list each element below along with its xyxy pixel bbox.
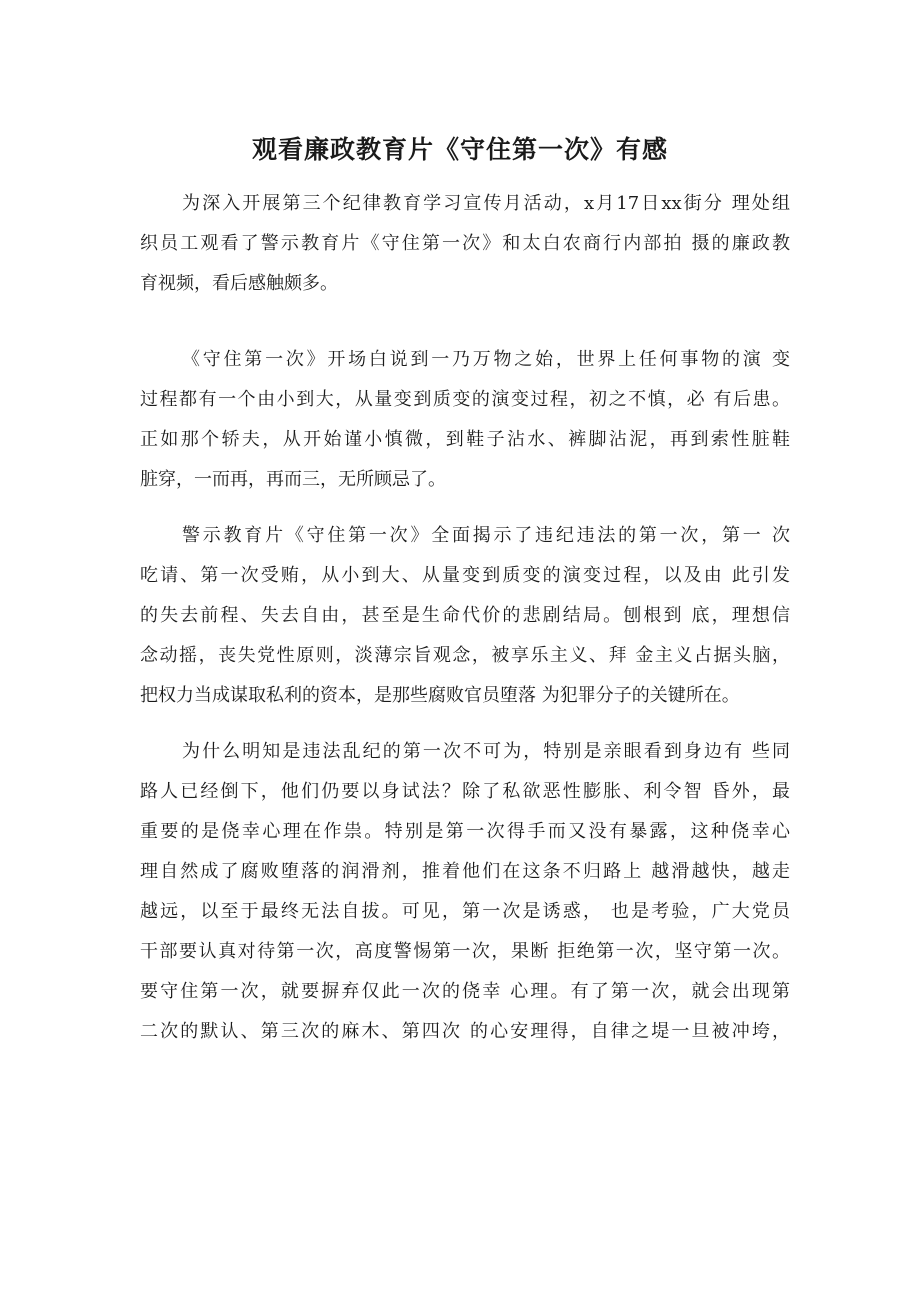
paragraph-spacer (140, 500, 790, 516)
document-title: 观看廉政教育片《守住第一次》有感 (251, 135, 668, 164)
paragraph-line: 把权力当成谋取私利的资本，是那些腐败官员堕落 为犯罪分子的关键所在。 (140, 685, 740, 706)
paragraph-line: 越远，以至于最终无法自拔。可见，第一次是诱惑， 也是考验，广大党员 (140, 901, 790, 922)
paragraph-line: 织员工观看了警示教育片《守住第一次》和太白农商行内部拍 摄的廉政教 (140, 233, 790, 254)
paragraph-line: 为什么明知是违法乱纪的第一次不可为，特别是亲眼看到身边有 些同 (182, 741, 790, 762)
paragraph-line: 二次的默认、第三次的麻木、第四次 的心安理得，自律之堤一旦被冲垮， (140, 1021, 790, 1042)
paragraph-line: 过程都有一个由小到大，从量变到质变的演变过程，初之不慎，必 有后患。 (140, 389, 790, 410)
paragraph-intro (140, 184, 790, 304)
paragraph-warning (140, 516, 790, 716)
paragraph-line: 干部要认真对待第一次，高度警惕第一次，果断 拒绝第一次，坚守第一次。 (140, 941, 790, 962)
paragraph-line: 吃请、第一次受贿，从小到大、从量变到质变的演变过程，以及由 此引发 (140, 565, 790, 586)
paragraph-line: 育视频，看后感触颇多。 (140, 273, 338, 294)
paragraph-reflection (140, 732, 790, 1052)
paragraph-line: 正如那个轿夫，从开始谨小慎微，到鞋子沾水、裤脚沾泥，再到索性脏鞋 (140, 429, 790, 450)
paragraph-spacer (140, 716, 790, 732)
paragraph-line: 念动摇，丧失党性原则，淡薄宗旨观念，被享乐主义、拜 金主义占据头脑， (140, 645, 790, 666)
paragraph-line: 理自然成了腐败堕落的润滑剂，推着他们在这条不归路上 越滑越快，越走 (140, 861, 790, 882)
paragraph-line: 警示教育片《守住第一次》全面揭示了违纪违法的第一次，第一 次 (182, 525, 790, 546)
paragraph-spacer (140, 304, 790, 340)
paragraph-line: 重要的是侥幸心理在作祟。特别是第一次得手而又没有暴露，这种侥幸心 (140, 821, 790, 842)
paragraph-line: 《守住第一次》开场白说到一乃万物之始，世界上任何事物的演 变 (182, 349, 790, 370)
document-body (140, 184, 790, 1052)
paragraph-line: 为深入开展第三个纪律教育学习宣传月活动，x月17日xx街分 理处组 (182, 193, 790, 214)
paragraph-line: 的失去前程、失去自由，甚至是生命代价的悲剧结局。刨根到 底，理想信 (140, 605, 790, 626)
paragraph-line: 脏穿，一而再，再而三，无所顾忌了。 (140, 469, 446, 490)
paragraph-opening (140, 340, 790, 500)
paragraph-line: 要守住第一次，就要摒弃仅此一次的侥幸 心理。有了第一次，就会出现第 (140, 981, 790, 1002)
paragraph-line: 路人已经倒下，他们仍要以身试法？除了私欲恶性膨胀、利令智 昏外，最 (140, 781, 790, 802)
